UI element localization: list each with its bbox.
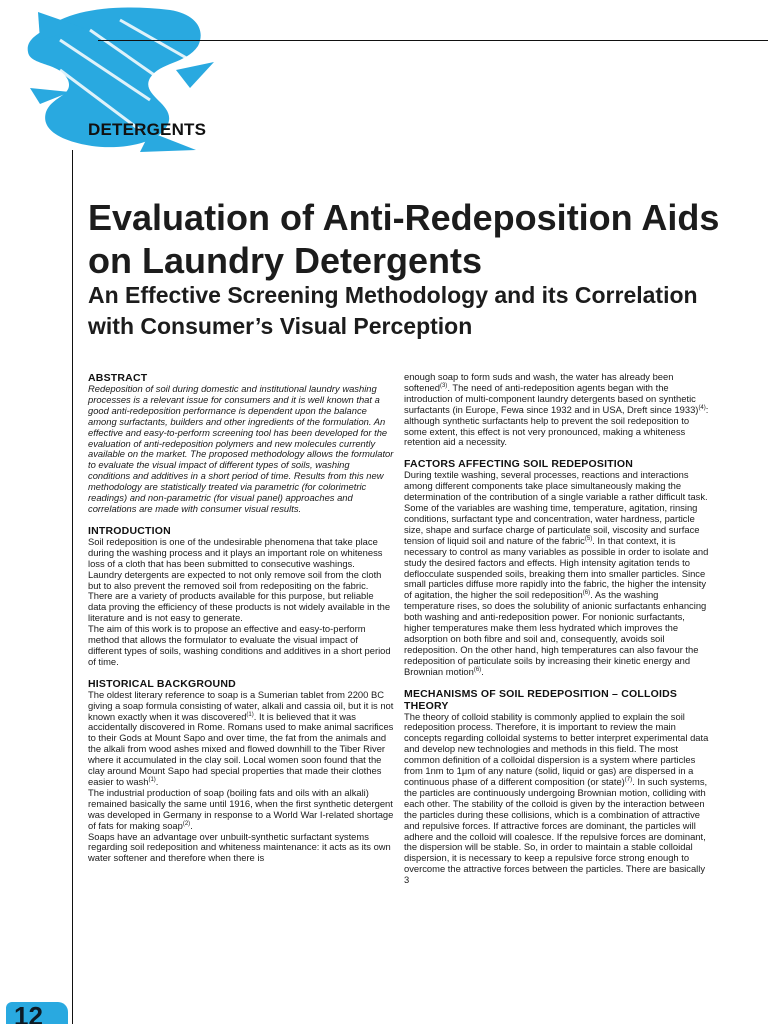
introduction-paragraph: Soil redeposition is one of the undesirable phenomena that take place during the washing process and it plays an important role on whiteness loss of a cloth that has been submitted to consecutive washings. — [88, 535, 383, 569]
introduction-paragraph: The aim of this work is to propose an effective and easy-to-perform method that allows the formulator to evaluate the visual impact of different types of soils, washing conditions and additives in a short period of time. — [88, 623, 391, 667]
page-number: 12 — [14, 1001, 43, 1024]
historical-paragraph: The industrial production of soap (boiling fats and oils with an alkali) remained basically the same until 1916, when the first synthetic detergent was developed in Germany in response to a World War I-related shortage of fats for making soap$^{(2)}$. — [88, 786, 394, 831]
article-title: Evaluation of Anti-Redeposition Aids on Laundry Detergents — [88, 197, 720, 281]
frame-top-rule — [98, 40, 768, 41]
citation: (3) — [439, 382, 448, 389]
left-column — [88, 372, 394, 864]
factors-heading: FACTORS AFFECTING SOIL REDEPOSITION — [404, 458, 634, 471]
citation: (5) — [584, 535, 593, 542]
page-number-tab — [0, 994, 70, 1024]
citation: (2) — [182, 820, 191, 827]
blue-brush-splash-graphic — [0, 0, 220, 170]
article-subtitle: An Effective Screening Methodology and its Correlation with Consumer’s Visual Perception — [88, 282, 698, 339]
section-label: DETERGENTS — [88, 120, 207, 139]
right-column — [404, 372, 710, 886]
introduction-heading: INTRODUCTION — [88, 524, 171, 537]
citation: (6) — [473, 666, 482, 673]
frame-left-rule — [72, 150, 73, 1024]
abstract-text: Redeposition of soil during domestic and institutional laundry washing processes is a relevant issue for consumers and it is well known that a good anti-redeposition performance is dependent upon the balance among surfactants, builders and other ingredients of the formulation. An effective and easy-to-perform screening tool has been developed for the evaluation of anti-redeposition polymers and new molecules currently available on the market. The proposed methodology allows the formulator to evaluate the visual impact of different types of soils, washing conditions and additives in a short period of time. Results from this new methodology are statistically treated via parametric (for colorimetric readings) and non-parametric (for visual panel) approaches and correlations are made with consumer visual results. — [88, 383, 394, 514]
mechanisms-paragraph: The theory of colloid stability is commonly applied to explain the soil redeposition process. Therefore, it is important to review the main concepts regarding colloidal systems to better interpret experimental data and develop new technologies and methods in this field. The most common definition of a colloidal dispersion is a system where particles from 1nm to 1μm of any nature (solid, liquid or gas) are dispersed in a continuous phase of a different composition (or state)$^{(7)}$. In such systems, the particles are continuously undergoing Brownian motion, colliding with each other. The stability of the colloid is given by the interaction between the particles during these collisions, which is a combination of attractive and repulsive forces. If attractive forces are dominant, the particles will adhere and the colloid will coalesce. If the repulsive forces are dominant, the dispersion will be stable. So, in order to maintain a stable colloidal dispersion, it is necessary to keep a repulsive force strong enough to overcome the attractive forces between the particles. There are basically 3 — [404, 710, 709, 886]
citation: (1) — [246, 711, 254, 718]
mechanisms-heading: MECHANISMS OF SOIL REDEPOSITION – COLLOIDS THEORY — [404, 687, 678, 712]
factors-paragraph: During textile washing, several processes, reactions and interactions among different components take place simultaneously making the determination of the contribution of a single variable a rather difficult task. Some of the variables are washing time, temperature, agitation, rinsing conditions, surfactant type and concentration, water hardness, particle size, shape and surface charge of particulate soil, viscosity and surface tension of liquid soil and nature of the fabric$^{(5)}$. In that context, it is necessary to control as many variables as possible in order to isolate and study the desired factors and effects. High intensity agitation tends to deflocculate suspended soils, breaking them into smaller particles. Since small particles diffuse more rapidly into the fabric, the higher the intensity of agitation, the higher the soil redeposition$^{(6)}$. As the washing temperature rises, so does the solubility of anionic surfactants enhancing both washing and anti-redeposition power. For nonionic surfactants, higher temperatures make them less hydrated which improves the adsorption on both fibre and soil and, consequently, avoids soil redeposition. On the other hand, high temperatures can also favour the redeposition of particulate soils by increasing their kinetic energy and Brownian motion$^{(6)}$. — [404, 469, 709, 677]
introduction-paragraph: Laundry detergents are expected to not only remove soil from the cloth but to also prevent the removed soil from redepositing on the fabric. There are a variety of products available for this purpose, but reliable data proving the efficiency of these products is not widely available in the literature and is not easy to generate. — [88, 568, 391, 624]
citation: (6) — [582, 590, 591, 597]
historical-paragraph: The oldest literary reference to soap is a Sumerian tablet from 2200 BC giving a soap formula consisting of water, alkali and cassia oil, but it is not known exactly when it was discovered$^{(1)}$. It is believed that it was accidentally discovered in Rome. Romans used to make animal sacrifices to their Gods at Mount Sapo and over time, the fat from the animals and the alkali from wood ashes mixed and flowed downhill to the Tiber River where it accumulated in the clay soil. Local women soon found that the clay around Mount Sapo had special properties that made their clothes easier to wash$^{(1)}$. — [88, 688, 394, 787]
abstract-heading: ABSTRACT — [88, 372, 148, 384]
citation: (1) — [148, 776, 156, 783]
continued-paragraph: enough soap to form suds and wash, the water has already been softened$^{(3)}$. The need of anti-redeposition agents began with the introduction of multi-component laundry detergents based on synthetic surfactants (in Europe, Fewa since 1932 and in USA, Dreft since 1933)$^{(4)}$: although synthetic surfactants help to prevent the soil redeposition to some extent, this effect is not very pronounced, making a whiteness retention aid a necessity. — [404, 371, 709, 448]
historical-paragraph: Soaps have an advantage over unbuilt-synthetic surfactant systems regarding soil redeposition and whiteness maintenance: it acts as its own water softener and therefore when there is — [88, 830, 391, 864]
citation: (7) — [624, 776, 633, 783]
citation: (4) — [698, 404, 706, 411]
historical-heading: HISTORICAL BACKGROUND — [88, 677, 236, 690]
